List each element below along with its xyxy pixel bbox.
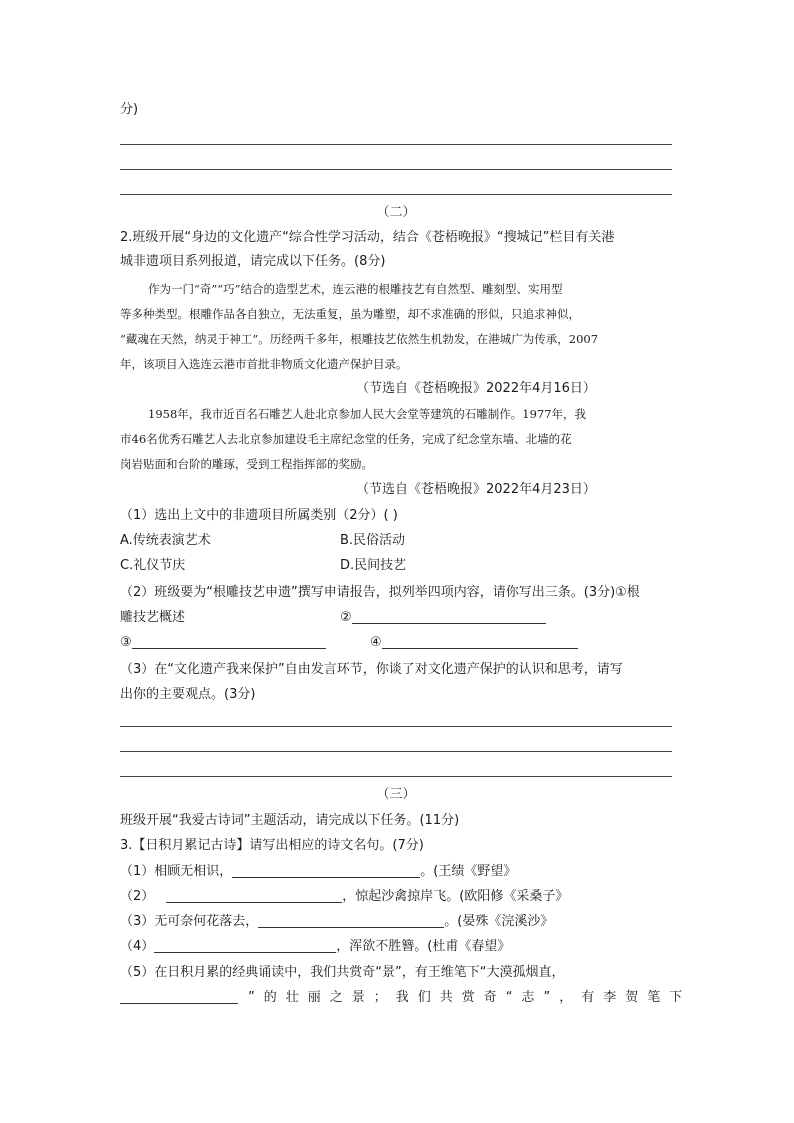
sub-question-2-item: 雕技艺概述 <box>120 610 186 625</box>
sub-question-3: （3）在“文化遗产我来保护”自由发言环节，你谈了对文化遗产保护的认识和思考，请写 <box>120 662 623 677</box>
item-text: （2） <box>120 889 155 904</box>
question-3-stem: 3.【日积月累记古诗】请写出相应的诗文名句。(7分) <box>120 838 424 853</box>
sub-question-2: （2）班级要为“根雕技艺申遗”撰写申请报告，拟列举四项内容，请你写出三条。(3分)①根 <box>120 585 640 600</box>
item-text: ，惊起沙禽掠岸飞。(欧阳修《采桑子》 <box>342 889 569 904</box>
item-text: （1）相顾无相识， <box>120 864 233 879</box>
sub-question-2-item <box>120 634 326 652</box>
option-a[interactable]: A.传统表演艺术 <box>120 533 211 548</box>
blank[interactable] <box>132 634 326 649</box>
passage-line: 岗岩贴面和台阶的雕琢，受到工程指挥部的奖励。 <box>120 457 373 471</box>
item-text: ”的壮丽之景；我们共赏奇“志”，有李贺笔下 <box>248 990 692 1005</box>
item-text: 。(晏殊《浣溪沙》 <box>444 914 554 929</box>
answer-line[interactable] <box>120 751 672 752</box>
option-b[interactable]: B.民俗活动 <box>340 533 406 548</box>
blank[interactable] <box>232 863 420 878</box>
item-text: （4） <box>120 939 155 954</box>
poem-item-2 <box>120 888 568 906</box>
blank[interactable] <box>154 938 336 953</box>
poem-item-5-cont <box>120 989 691 1007</box>
passage-line: 年，该项目入选连云港市首批非物质文化遗产保护目录。 <box>120 357 408 371</box>
sub-question-1: （1）选出上文中的非遗项目所属类别（2分）( ) <box>120 508 398 523</box>
blank[interactable] <box>352 609 546 624</box>
blank[interactable] <box>382 634 578 649</box>
sub-question-2-item <box>370 634 578 652</box>
sub-question-2-item <box>340 609 546 627</box>
poem-item-3 <box>120 913 553 931</box>
passage-line: 市46名优秀石雕艺人去北京参加建设毛主席纪念堂的任务，完成了纪念堂东墙、北墙的花 <box>120 432 572 446</box>
source-citation: （节选自《苍梧晚报》2022年4月16日） <box>356 381 596 396</box>
item-number: ② <box>340 610 352 625</box>
passage-line: “藏魂在天然，纳灵于神工”。历经两千多年，根雕技艺依然生机勃发，在港城广为传承，2007 <box>120 332 599 346</box>
blank[interactable] <box>166 888 342 903</box>
question-2-stem: 城非遗项目系列报道，请完成以下任务。(8分) <box>120 254 386 269</box>
item-text: 。(王绩《野望》 <box>420 864 517 879</box>
option-d[interactable]: D.民间技艺 <box>340 558 407 573</box>
answer-line[interactable] <box>120 776 672 777</box>
answer-line[interactable] <box>120 726 672 727</box>
question-2-stem: 2.班级开展“身边的文化遗产“综合性学习活动，结合《苍梧晚报》“搜城记”栏目有关港 <box>120 230 615 245</box>
passage-line: 作为一门“奇”“巧”结合的造型艺术，连云港的根雕技艺有自然型、雕刻型、实用型 <box>148 282 563 296</box>
continuation-text: 分) <box>120 102 139 117</box>
poem-item-4 <box>120 938 510 956</box>
answer-line[interactable] <box>120 169 672 170</box>
poem-item-5: （5）在日积月累的经典诵读中，我们共赏奇“景”，有王维笔下“大漠孤烟直， <box>120 965 565 980</box>
passage-line: 等多种类型。根雕作品各自独立，无法重复，虽为雕塑，却不求准确的形似，只追求神似， <box>120 307 580 321</box>
item-text: （3）无可奈何花落去， <box>120 914 259 929</box>
answer-line[interactable] <box>120 194 672 195</box>
answer-line[interactable] <box>120 144 672 145</box>
section-heading-3: （三） <box>376 787 416 802</box>
section-heading-2: （二） <box>376 205 416 220</box>
blank[interactable] <box>258 913 444 928</box>
passage-line: 1958年，我市近百名石雕艺人赴北京参加人民大会堂等建筑的石雕制作。1977年，我 <box>148 407 587 421</box>
section-3-intro: 班级开展“我爱古诗词”主题活动，请完成以下任务。(11分) <box>120 813 460 828</box>
item-text: ，浑欲不胜簪。(杜甫《春望》 <box>336 939 511 954</box>
source-citation: （节选自《苍梧晚报》2022年4月23日） <box>356 482 596 497</box>
blank[interactable] <box>120 989 238 1004</box>
item-number: ③ <box>120 635 132 650</box>
option-c[interactable]: C.礼仪节庆 <box>120 558 186 573</box>
item-number: ④ <box>370 635 382 650</box>
sub-question-3: 出你的主要观点。(3分) <box>120 687 256 702</box>
poem-item-1 <box>120 863 516 881</box>
